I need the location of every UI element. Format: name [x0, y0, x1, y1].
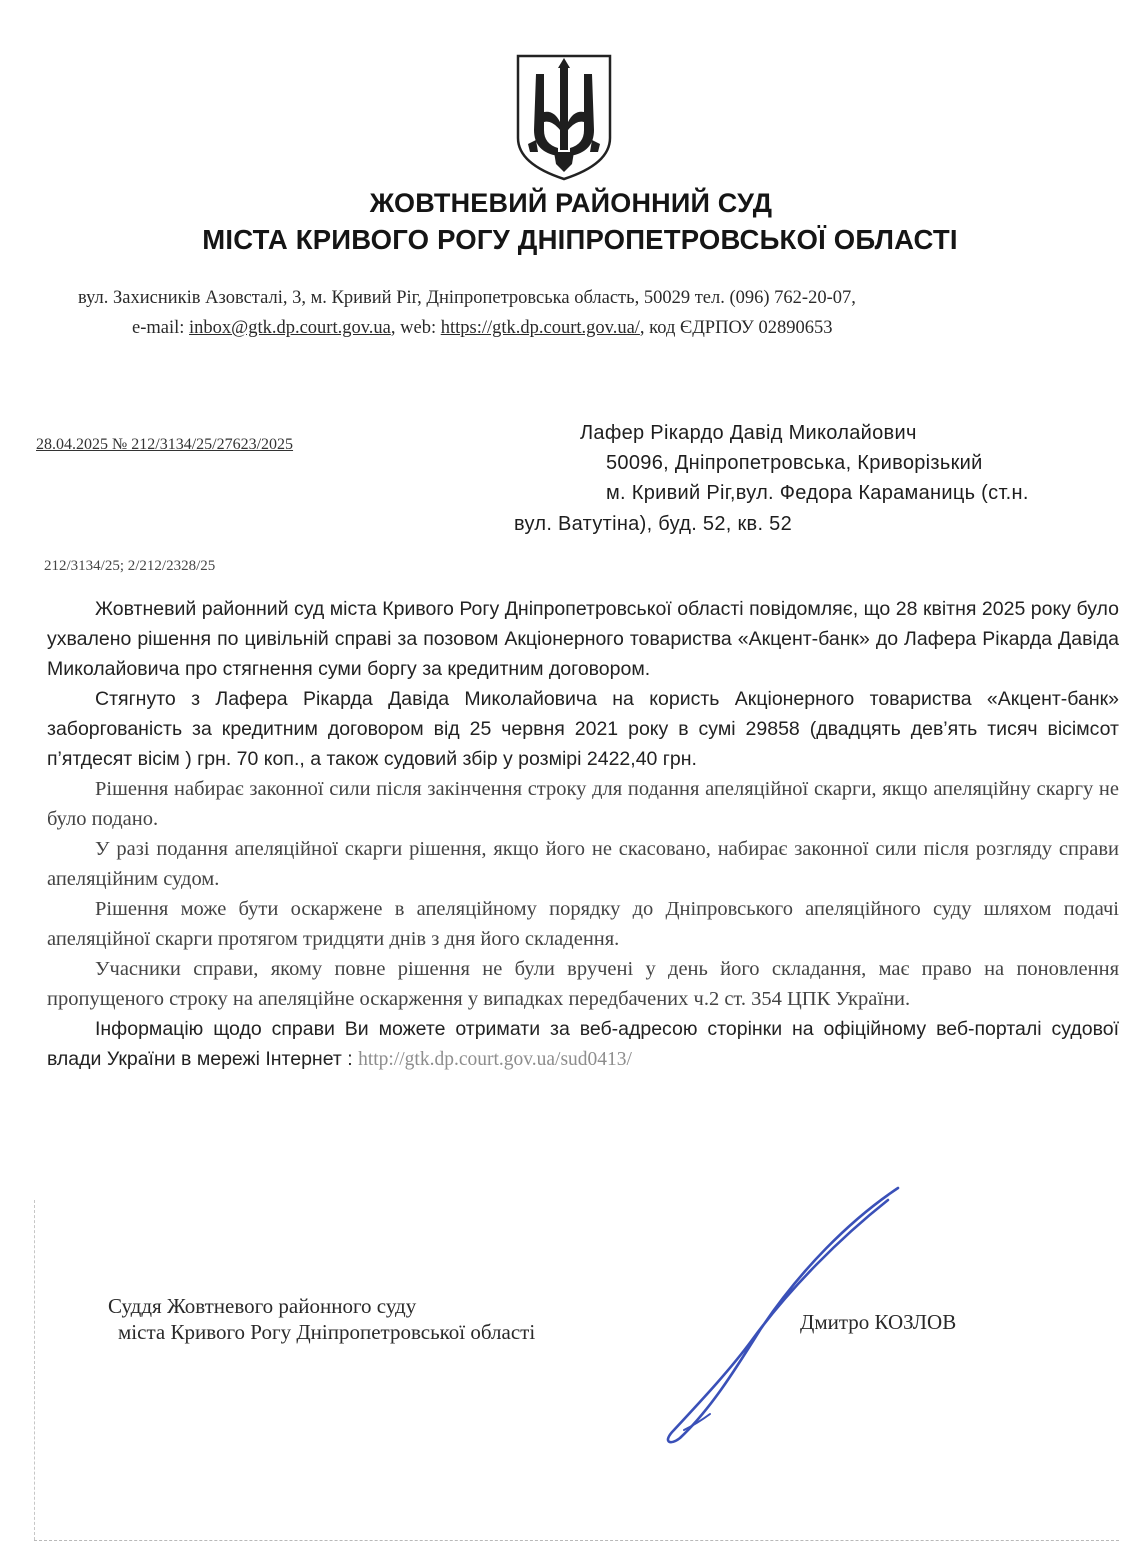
website-link[interactable]: https://gtk.dp.court.gov.ua/ — [440, 318, 640, 338]
judge-name: Дмитро КОЗЛОВ — [800, 1310, 957, 1334]
court-contacts — [132, 318, 833, 339]
case-info-link[interactable]: http://gtk.dp.court.gov.ua/sud0413/ — [358, 1049, 632, 1070]
recipient-address-line3: вул. Ватутіна), буд. 52, кв. 52 — [514, 513, 793, 535]
scan-edge-bottom — [34, 1540, 1119, 1541]
judge-position-line2: міста Кривого Рогу Дніпропетровської області — [118, 1320, 536, 1344]
letter-body — [47, 594, 1119, 1075]
edrpou-code: , код ЄДРПОУ 02890653 — [639, 318, 833, 338]
paragraph-appeal-effect: У разі подання апеляційної скарги рішення, якщо його не скасовано, набирає законної сили після розгляду справи апеляційним судом. — [47, 838, 1119, 890]
case-numbers: 212/3134/25; 2/212/2328/25 — [44, 558, 216, 574]
email-link[interactable]: inbox@gtk.dp.court.gov.ua — [189, 318, 391, 338]
court-name-line2: МІСТА КРИВОГО РОГУ ДНІПРОПЕТРОВСЬКОЇ ОБЛАСТІ — [202, 224, 958, 255]
coat-of-arms-trident-icon — [514, 52, 614, 182]
paragraph-appeal-procedure: Рішення може бути оскаржене в апеляційному порядку до Дніпровського апеляційного суду шляхом подачі апеляційної скарги протягом тридцяти днів з дня його складення. — [47, 898, 1119, 950]
judge-position-line1: Суддя Жовтневого районного суду — [108, 1294, 417, 1318]
court-name-line1: ЖОВТНЕВИЙ РАЙОННИЙ СУД — [369, 188, 773, 218]
handwritten-signature-icon — [640, 1180, 910, 1450]
recipient-address-line2: м. Кривий Ріг,вул. Федора Караманиць (ст.н. — [606, 482, 1029, 504]
paragraph-renewal: Учасники справи, якому повне рішення не були вручені у день його складання, має право на поновлення пропущеного строку на апеляційне оскарження у випадках передбачених ч.2 ст. 354 ЦПК України. — [47, 958, 1119, 1010]
paragraph-decision-notice: Жовтневий районний суд міста Кривого Рогу Дніпропетровської області повідомляє, що 28 квітня 2025 року було ухвалено рішення по цивільній справі за позовом Акціонерного товариства «Акцент-банк» до Лафера Рікарда Давіда Миколайовича про стягнення суми боргу за кредитним договором. — [47, 598, 1119, 680]
email-label: e-mail: — [132, 318, 190, 338]
outgoing-number: 28.04.2025 № 212/3134/25/27623/2025 — [36, 436, 294, 453]
recipient-address-line1: 50096, Дніпропетровська, Криворізький — [606, 452, 983, 474]
web-label: , web: — [390, 318, 441, 338]
recipient-name: Лафер Рікардо Давід Миколайович — [580, 422, 917, 444]
scan-edge-left — [34, 1200, 35, 1540]
info-text: Інформацію щодо справи Ви можете отримати за веб-адресою сторінки на офіційному веб-порталі судової влади України в мережі Інтернет : — [47, 1018, 1119, 1070]
paragraph-effect: Рішення набирає законної сили після закінчення строку для подання апеляційної скарги, якщо апеляційну скаргу не було подано. — [47, 778, 1119, 830]
paragraph-info — [47, 1014, 1119, 1075]
court-address: вул. Захисників Азовсталі, 3, м. Кривий Ріг, Дніпропетровська область, 50029 тел. (096) 762-20-07, — [78, 288, 856, 308]
paragraph-recovery: Стягнуто з Лафера Рікарда Давіда Миколайовича на користь Акціонерного товариства «Акцент-банк» заборгованість за кредитним договором від 25 червня 2021 року в сумі 29858 (двадцять дев’ять тисяч вісімсот п’ятдесят вісім ) грн. 70 коп., а також судовий збір у розмірі 2422,40 грн. — [47, 688, 1119, 770]
